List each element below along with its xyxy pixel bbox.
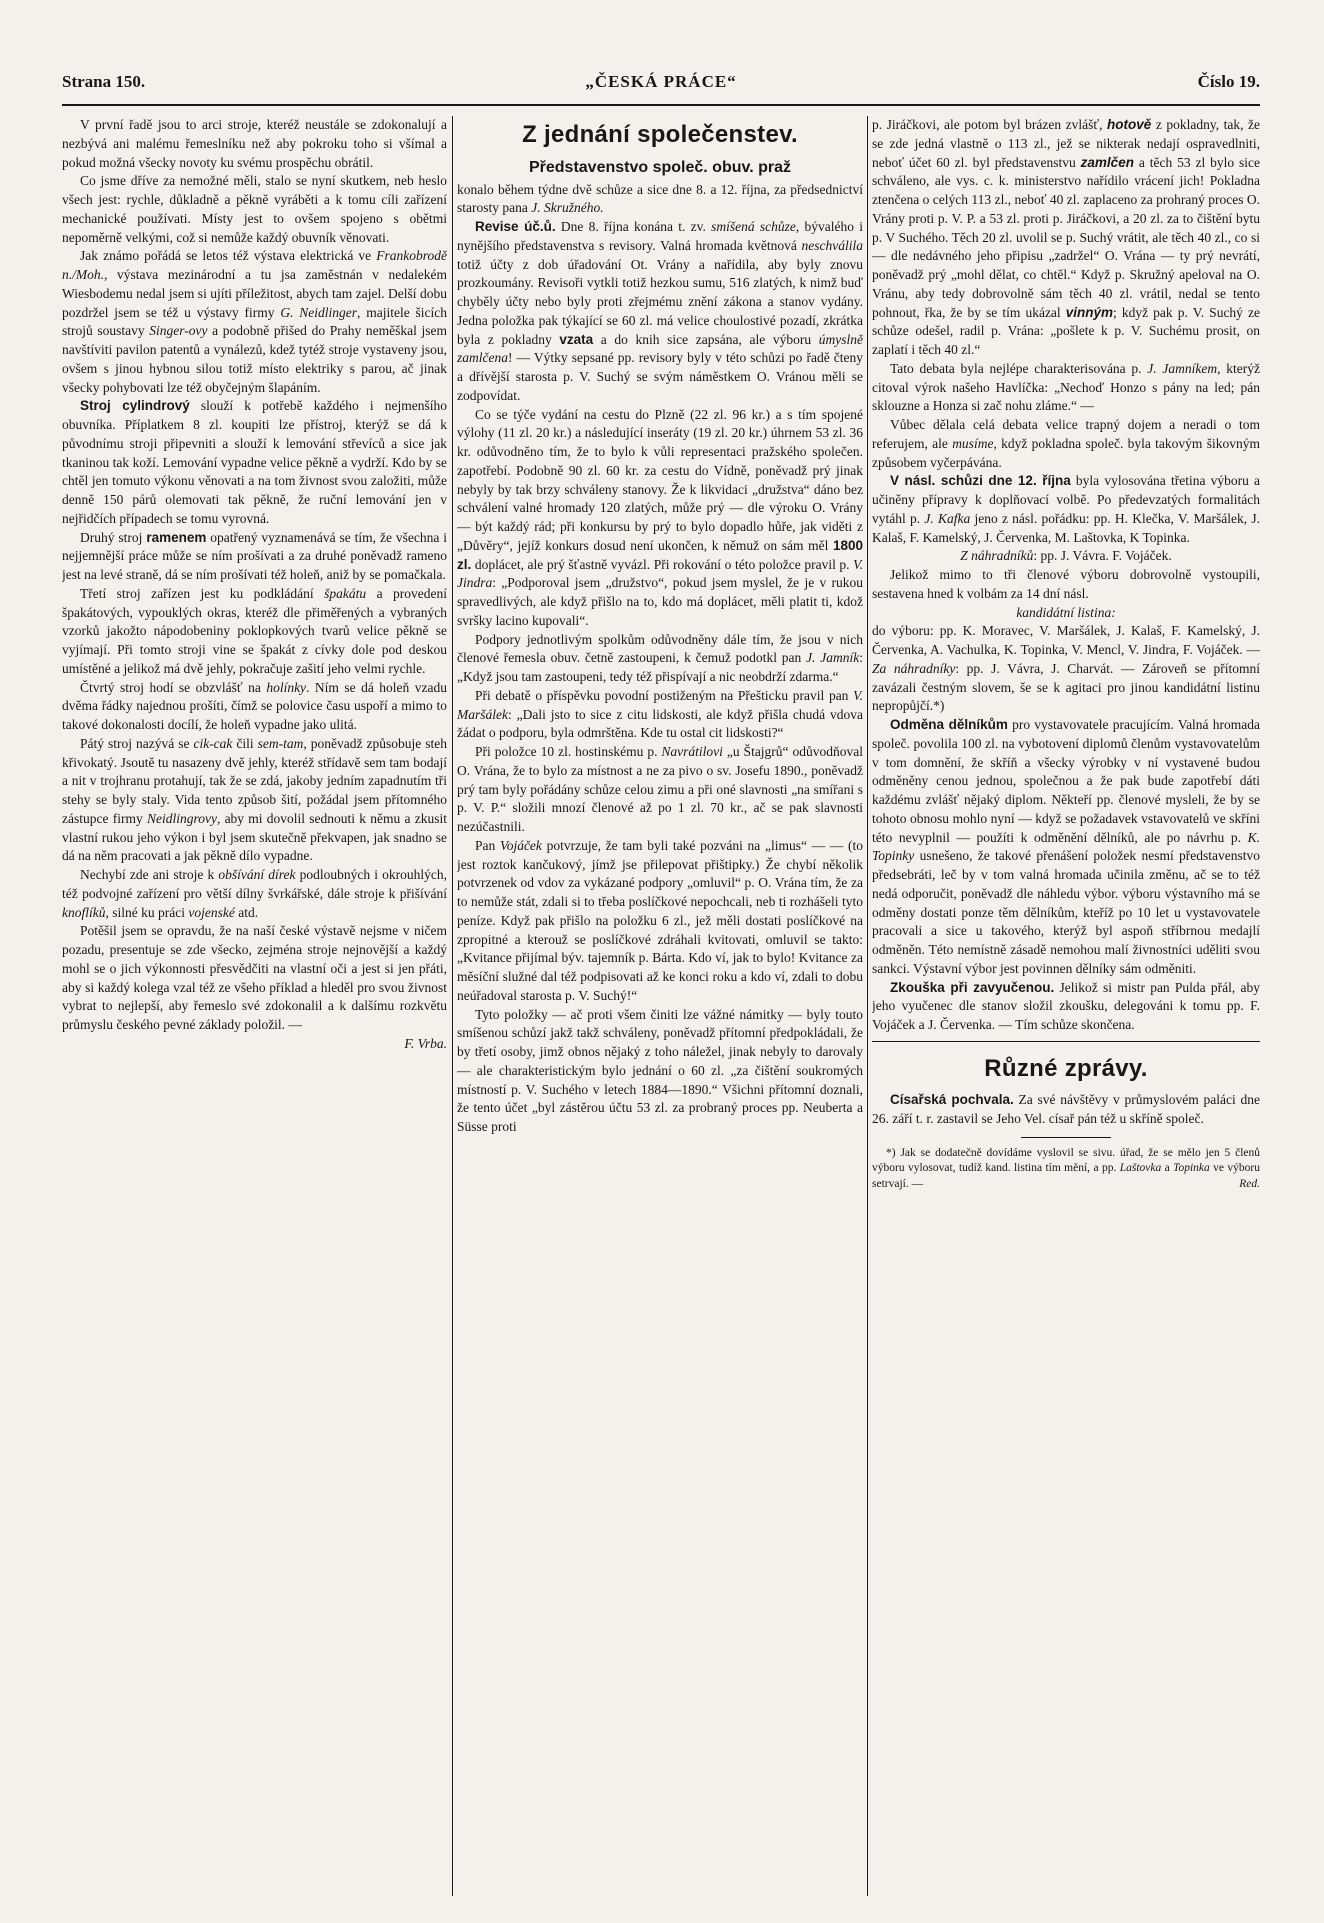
paragraph: p. Jiráčkovi, ale potom byl brázen zvlášť, hotově z pokladny, tak, že se zde jedná vlastně o 113 zl., jež se nikterak nedají ospravedlniti, neboť účet 60 zl. byl představenstvu zamlčen a těch 53 zl bylo sice schváleno, ale vys. c. k. ministerstvo nařídilo vrácení jich! Pokladna ztenčena o celých 113 zl., neboť 40 zl. zaplaceno za prohraný proces O. Vrány proti p. V. P. a 53 zl. proti p. Jiráčkovi, a 20 zl. za to čištění bytu p. V Suchého. Těch 20 zl. uvolil se p. Suchý vrátit, ale těch 40 zl., co si — dle nedávného jeho připisu „zadržel“ O. Vrána — ty prý nevrátí, poněvadž prý „mohl dělat, co chtěl.“ Když p. Skružný apeloval na O. Vránu, aby tedy dobrovolně sám těch 40 zl. vrátil, nedal se tento pohnout, řka, že by se tím ukázal vinným; když pak p. V. Suchý ze schůze odešel, radil p. Vrána: „pošlete k p. V. Suchému prosit, on zaplatí i těch 40 zl.“ <box>872 117 1260 357</box>
paragraph: Čtvrtý stroj hodí se obzvlášť na holínky. Ním se dá holeň vzadu dvěma řádky najednou prošíti, čímž se polovice času uspoří a mimo to takové dokonalosti docílí, že holeň vypadne jako ulitá. <box>62 679 447 732</box>
paragraph: Při debatě o příspěvku povodní postiženým na Přešticku pravil pan V. Maršálek: „Dali jsto to sice z citu lidskosti, ale když přišla chudá vdova žádat o podporu, byla odmrštěna. Kde tu ostal cit lidskosti?“ <box>457 687 863 741</box>
paragraph: Tato debata byla nejlépe charakterisována p. J. Jamníkem, kterýž citoval výrok našeho Havlíčka: „Nechoď Honzo s pány na led; pán sklouzne a Honza si zač nohu zláme.“ — <box>872 360 1260 414</box>
paragraph: Odměna dělníkům pro vystavovatele pracujícím. Valná hromada společ. povolila 100 zl. na vybotovení diplomů členům vystavovatelům v tom domnění, že skříň a všecky výrobky v ní vystavené budou odměněny cenou jednou, společnou a že pak bude zapotřebí dáti každému zvlášť nějaký diplom. Někteří pp. členové mysleli, že by se tohoto obnosu mohlo nyní — když se požadavek vstavovatelů ve skříni této nevyplnil — použíti k odměnění dělníků, ale po návrhu p. K. Topinky usnešeno, že takové přenášení položek nesmí představenstvo předsebráti, leč by v tom valná hromada učinila změnu, ač se to též nedá odporučit, poněvadž dle náhledu výbor. výboru výstavního má se odměny dostati ponze těm dělníkům, kteříž po 10 let u vystavovatele pracovali a sice u takového, kterýž byl aspoň stříbrnou medajlí odměněn. Této nemístně zásadě nemohou malí živnostníci uděliti svou sankci. Výstavní výbor jest povinnen dělníky sám odměniti. <box>872 717 1260 976</box>
paragraph: V násl. schůzi dne 12. října byla vylosována třetina výboru a učiněny přípravy k doplňovací volbě. Po předevzatých formalitách vytáhl p. J. Kafka jeno z násl. pořádku: pp. H. Klečka, V. Maršálek, J. Kalaš, F. Kamelský, J. Červenka, M. Laštovka, K Topinka. <box>872 473 1260 545</box>
paragraph: Pan Vojáček potvrzuje, že tam byli také pozváni na „limus“ — — (to jest roztok kančukový, jímž jse přilepovat přištipky.) Že chybí několik potvrzenek od vdov za vykázané podpory „omluvil“ p. O. Vrána tím, že za to nemůže stát, zdali si to třeba poslíčkové nepochcali, neb ti rozhášeli tyto peníze. Když pak přišlo na položku 6 zl., jež měli dostati poslíčkové na zpropitné a kterouž se poslíčkové zdráhali kvitovati, omluvil se takto: „Kvitance přijímal býv. tajemník p. Bárta. Kdo ví, jak to bylo! Kvitance za měsíční služné dal též podpisovati až ke konci roku a kdo ví, zdali to dobu neúřadoval starosta p. V. Suchý!“ <box>457 837 863 1003</box>
candidate-list-heading: kandidátní listina: <box>1016 604 1116 620</box>
column-rule-1 <box>452 116 453 1896</box>
paragraph: Jak známo pořádá se letos též výstava elektrická ve Frankobrodě n./Moh., výstava mezinárodní a tu jsa zaměstnán v nedalekém Wiesbodemu nedal jsem si ujíti příležitost, abych tam zajel. Delší dobu pozdržel jsem se též u výstavy firmy G. Neidlinger, majitele šicích strojů soustavy Singer-ovy a podobně přišed do Prahy neměškal jsem navštíviti pavilon patentů a vynálezů, kdež tytéž stroje vystaveny jsou, ovšem s jinou hybnou silou totiž místo elektriky s parou, ač jinak všecky pohybovati lze též obyčejným šlapáním. <box>62 248 447 395</box>
paragraph: Zkouška při zavyučenou. Jelikož si mistr pan Pulda přál, aby jeho vyučenec dle stanov složil zkoušku, delegováni k tomu pp. F. Vojáček a J. Červenka. — Tím schůze skončena. <box>872 979 1260 1032</box>
paragraph: konalo během týdne dvě schůze a sice dne 8. a 12. října, za předsednictví starosty pana J. Skružného. <box>457 181 863 216</box>
column-1 <box>62 116 447 1898</box>
masthead-title: „ČESKÁ PRÁCE“ <box>585 72 737 91</box>
paragraph: Potěšil jsem se opravdu, že na naší české výstavě nejsme v ničem pozadu, presentuje se zde všecko, zejména stroje nejnovější a každý mohl se o jich výkonnosti přesvědčiti na vlastní oči a jest si jen přáti, aby si každý kolega vzal též ze všeho příklad a hleděl pro svou živnost vybrat to nejlepší, aby řemeslo své zdokonalil a k dalšímu rozkvětu průmyslu českého pevné základy položil. — <box>62 923 447 1032</box>
subsection-title: Představenstvo společ. obuv. praž <box>528 159 791 177</box>
paragraph: V první řadě jsou to arci stroje, kteréž neustále se zdokonalují a nezbývá ani malému řemeslníku než aby pokroku toho si všímal a pokud možná všecky novoty ku svému prospěchu obrátil. <box>62 117 447 170</box>
paragraph: Tyto položky — ač proti všem činiti lze vážné námitky — byly touto smíšenou schůzí jakž takž schváleny, poněvadž přítomní předpokládali, že by třetí osoby, jimž obnos nějaký z toho náležel, jinak nebyly to darovaly — ale charakteristickým bylo jednání o 60 zl. „za čištění soukromých místností p. V. Suchého v letech 1884—1890.“ Všichni přítomní doznali, že tento účet „byl zástěrou účtu 53 zl. za probraný proces pp. Neuberta a Süsse proti <box>457 1006 863 1135</box>
column-rule-2 <box>867 116 868 1896</box>
footnote-rule <box>1021 1137 1111 1138</box>
issue-number: Číslo 19. <box>1197 72 1260 91</box>
signature: F. Vrba. <box>404 1035 447 1051</box>
paragraph: Pátý stroj nazývá se cik-cak čili sem-tam, poněvadž způsobuje steh křivokatý. Jsoutě tu nasazeny dvě jehly, kteréž střídavě sem tam bodají a nit v trojhranu protahují, tak že se zdá, jakoby jedním zapadnutím tři stehy se byly staly. Vida tento způsob šití, požádal jsem přítomného zástupce firmy Neidlingrovy, aby mi dovolil sednouti k němu a zkusit vlastní rukou jeho výkon i byl jsem skutečně překvapen, jak snadno se dá na něm pracovati a jak pěkně dílo vypadne. <box>62 735 447 864</box>
column-2 <box>457 116 863 1898</box>
footnote: *) Jak se dodatečně dovídáme vyslovil se sivu. úřad, že se mělo jen 5 členů výboru vylosovat, tudíž kand. listina tím mění, a pp. Laštovka a Topinka ve výboru setrvají. — Red. <box>872 1146 1260 1193</box>
page-header <box>62 72 1260 102</box>
paragraph: Třetí stroj zařízen jest ku podkládání špakátu a provedení špakátových, vypouklých okras, kteréž dle přiměřených a vybraných vzorků jakožto nápodobeniny poklopkových tvarů velice pěkně se vyjímají. Při tomto stroji vine se špakát z cívky dole pod deskou umístěné a jelikož má dvě jehly, pokračuje zašití jeho velmi rychle. <box>62 585 447 676</box>
column-3 <box>872 116 1260 1898</box>
paragraph: Co jsme dříve za nemožné měli, stalo se nyní skutkem, neb heslo všech jest: rychle, důkladně a pěkně vyráběti a k tomu cíli zařízení mechanické používati. Místy jest to ovšem spojeno s obětmi nepoměrně velkými, což si nemůže každý obuvník věnovati. <box>62 173 447 245</box>
section-divider <box>872 1041 1260 1042</box>
page-number: Strana 150. <box>62 72 146 91</box>
paragraph: Císařská pochvala. Za své návštěvy v průmyslovém paláci dne 26. září t. r. zastavil se Jeho Vel. císař pán též u skříně společ. <box>872 1092 1260 1126</box>
paragraph: Jelikož mimo to tři členové výboru dobrovolně vystoupili, sestavena hned k volbám za 14 dní násl. <box>872 567 1260 601</box>
paragraph: Stroj cylindrový slouží k potřebě každého i nejmenšího obuvníka. Příplatkem 8 zl. koupiti lze přístroj, kterýž se dá k původnímu stroji připevniti a slouží k lemování střevíců a sice jak tkaninou tak koží. Lemování vypadne velice pěkně a vydrží. Kdo by se chtěl jen tomuto výkonu věnovati a na tom živnost svou založiti, může denně 150 párů olemovati tak pěkně, že ruční lemování jen v nejřidčích případech se tomu vyrovná. <box>62 398 447 526</box>
section-title: Z jednání společenstev. <box>522 121 798 148</box>
paragraph: Vůbec dělala celá debata velice trapný dojem a neradi o tom referujem, ale musíme, když pokladna společ. byla takovým šikovným způsobem vyčerpávána. <box>872 417 1260 470</box>
paragraph: Nechybí zde ani stroje k obšívání dírek podloubných i okrouhlých, též podvojné zařízení pro větší dílny švrkářské, dále stroje k přišívání knoflíků, silné ku práci vojenské atd. <box>62 867 447 920</box>
paragraph: Revise úč.ů. Dne 8. října konána t. zv. smíšená schůze, bývalého i nynějšího představenstva s revisory. Valná hromada květnová neschválila totiž účty z dob úřadování Ot. Vrány a nařídila, aby byly znovu prozkoumány. Revisoři vytkli totiž hezkou sumu, 516 zlatých, k nimž buď chyběly účty nebo byly proti zřejmému znění zákona a stanov vydány. Jedna položka pak týkající se 60 zl. má velice choulostivé pozadí, zkrátka byla z pokladny vzata a do knih sice zapsána, ale výboru úmyslně zamlčena! — Výtky sepsané pp. revisory byly v této schůzi po řadě čteny a dřívější starosta p. V. Suchý se svým náměstkem O. Vránou měli se zodpovídat. <box>457 219 863 403</box>
paragraph: do výboru: pp. K. Moravec, V. Maršálek, J. Kalaš, F. Kamelský, J. Červenka, A. Vachulka, K. Topinka, V. Mencl, V. Jindra, F. Vojáček. — Za náhradníky: pp. J. Vávra, J. Charvát. — Zároveň se přítomní zavázali čestným slovem, še se k agitaci pro jinou kandidátní listinu nepropůjčí.*) <box>872 623 1260 714</box>
paragraph: Druhý stroj ramenem opatřený vyznamenává se tím, že všechna i nejjemnější práce může se ním prošívati a za druhé poněvadž rameno jest na levé straně, dá se ním prošívati též holeň, aniž by se pomačkala. <box>62 529 447 582</box>
section-title: Různé zprávy. <box>984 1054 1148 1082</box>
paragraph: Podpory jednotlivým spolkům odůvodněny dále tím, že jsou v nich členové řemesla obuv. četně zastoupeni, k čemuž podotkl pan J. Jamník: „Když jsou tam zastoupeni, tedy též přispívají a nic neobdrží zdarma.“ <box>457 631 863 685</box>
footnote-signature: Red. <box>1239 1177 1260 1190</box>
paragraph: Při položce 10 zl. hostinskému p. Navrátilovi „u Štajgrů“ odůvodňoval O. Vrána, že to bylo za místnost a ne za pivo o sv. Josefu 1890., poněvadž prý tam byly pořádány schůze celou zimu a při oné slavnosti „na smířani s p. V. P.“ složili mnozí členové až po 1 zl. 70 kr., ač se pak slavnosti nezúčastnili. <box>457 744 863 835</box>
paragraph: Co se týče vydání na cestu do Plzně (22 zl. 96 kr.) a s tím spojené výlohy (11 zl. 20 kr.) a následující inseráty (19 zl. 20 kr.) úhrnem 53 zl. 36 kr. odůvodněno tím, že to bylo k vůli representaci pražského společen. zapotřebí. Podobně 90 zl. 60 kr. za cestu do Vídně, poněvadž prý jinak nebyly by tak brzy schváleny stanovy. Že k likvidaci „družstva“ dáno bez schválení valné hromady 120 zlatých, může prý — dle výroku O. Vrány — být každý rád; při konkursu by prý to bylo dopadlo hůře, jak viděti z „Důvěry“, jejíž konkurs dosud není ukončen, k němuž on sám měl 1800 zl. doplácet, ale prý šťastně vyvázl. Při rokování o této položce pravil p. V. Jindra: „Podporoval jsem „družstvo“, pokud jsem myslel, že je v rukou spravedlivých, ale když přišlo na to, kdo má doplácet, měli platit ti, kdož svršky lacino kupovali“. <box>457 406 863 628</box>
header-rule <box>62 104 1260 106</box>
paragraph: Z náhradníků: pp. J. Vávra. F. Vojáček. <box>960 548 1172 564</box>
